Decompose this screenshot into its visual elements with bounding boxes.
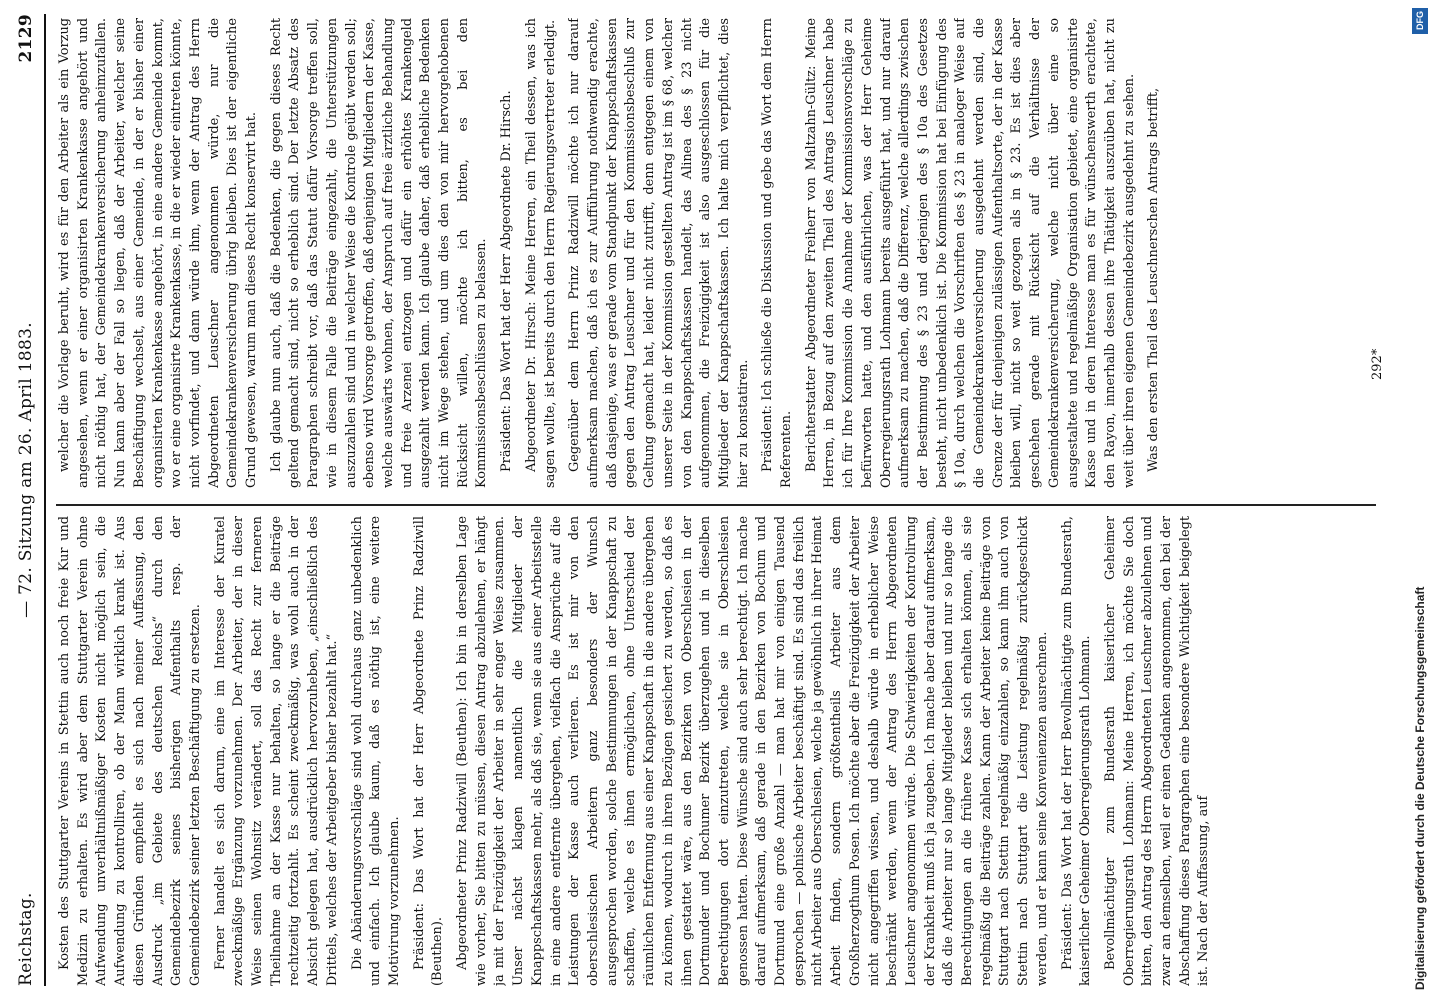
signature-mark: 292* bbox=[1370, 348, 1385, 380]
dfg-badge: DFG bbox=[1412, 8, 1428, 34]
running-head-center: — 72. Sitzung am 26. April 1883. bbox=[16, 322, 36, 618]
left-column bbox=[56, 516, 1376, 986]
credit-text: Digitalisierung gefördert durch die Deutsche Forschungsgemeinschaft bbox=[1413, 586, 1427, 990]
right-column-paragraph: Ich glaube nun auch, daß die Bedenken, die gegen dieses Recht geltend gemacht sind, nicht so erheblich sind. Der letzte Absatz des Paragraphen schreibt vor, daß das Statut dafür Vorsorge treffen soll, wie in diesem Falle die Beiträge eingezahlt, die Unterstützungen auszuzahlen sind und in welcher Weise die Kontrole geübt werden soll; ebenso wird Vorsorge getroffen, daß denjenigen Mitgliedern der Kasse, welche auswärts wohnen, der Anspruch auf freie ärztliche Behandlung und freie Arzenei entzogen und dafür ein erhöhtes Krankengeld ausgezahlt werden kann. Ich glaube daher, daß erhebliche Bedenken nicht im Wege stehen, und um dies den von mir hervorgehobenen Rücksicht willen, möchte ich bitten, es bei den Kommissionsbeschlüssen zu belassen. bbox=[268, 18, 490, 488]
running-head-left: Reichstag. bbox=[16, 892, 36, 986]
running-head bbox=[8, 14, 46, 986]
left-column-paragraph: Abgeordneter Prinz Radziwill (Beuthen): Ich bin in derselben Lage wie vorher, Sie bitten zu müssen, diesen Antrag abzulehnen, er hängt ja mit der Freizügigkeit der Arbeiter in sehr enger Weise zusammen. Unser nächst klagen namentlich die Mitglieder der Knappschaftskassen mehr, als daß sie, wenn sie aus einer Arbeitsstelle in eine andere entfernte übergehen, vielfach die Ansprüche auf die Leistungen der Kasse auch verlieren. Es ist mir von den oberschlesischen Arbeitern ganz besonders der Wunsch ausgesprochen worden, solche Bestimmungen in der Knappschaft zu schaffen, welche es ihnen ermöglichen, ohne Unterschied der räumlichen Entfernung aus einer Knappschaft in die andere übergehen zu können, wodurch in ihren Bezügen gesichert zu werden, so daß es ihnen gestattet wäre, aus den Bezirken von Oberschlesien in der Dortmunder und Bochumer Bezirk überzugehen und in dieselben Berechtigungen dort einzutreten, welche sie in Oberschlesien genossen hatten. Diese Wünsche sind auch sehr berechtigt. Ich mache darauf aufmerksam, daß gerade in den Bezirken von Bochum und Dortmund eine große Anzahl — man hat mir von einigen Tausend gesprochen — polnische Arbeiter beschäftigt sind. Es sind das freilich nicht Arbeiter aus Oberschlesien, welche ja gewöhnlich in ihrer Heimat Arbeit finden, sondern größtentheils Arbeiter aus dem Großherzogthum Posen. Ich möchte aber die Freizügigkeit der Arbeiter nicht angegriffen wissen, und deshalb würde in erheblicher Weise beschränkt werden, wenn der Antrag des Herrn Abgeordneten Leuschner angenommen würde. Die Schwierigkeiten der Kontrolirung der Krankheit muß ich ja zugeben. Ich mache aber darauf aufmerksam, daß die Arbeiter nur so lange Mitglieder bleiben und nur so lange die Berechtigungen an die frühere Kasse sich erhalten können, als sie regelmäßig die Beiträge zahlen. Kann der Arbeiter keine Beiträge von Stuttgart nach Stettin regelmäßig einzahlen, so kann ihm auch von Stettin nach Stuttgart die Leistung regelmäßig zurückgeschickt werden, und er kann seine Konvenienzen ausrechnen. bbox=[455, 516, 1050, 986]
right-column-paragraph: Gegenüber dem Herrn Prinz Radziwill möchte ich nur darauf aufmerksam machen, daß ich es zur Aufführung nothwendig erachte, daß dasjenige, was er gerade vom Standpunkt der Knappschaftskassen gegen den Antrag Leuschner und für den Kommissionsbeschluß zur Geltung gemacht hat, leider nicht zutrifft, denn entgegen einem von unserer Seite in der Kommission gestellten Antrag ist im § 68, welcher von den Knappschaftskassen handelt, das Alinea des § 23 nicht aufgenommen, die Freizügigkeit ist also ausgeschlossen für die Mitglieder der Knappschaftskassen. Ich halte mich verpflichtet, dies hier zu konstatiren. bbox=[567, 18, 751, 488]
left-column-paragraph: Präsident: Das Wort hat der Herr Bevollmächtigte zum Bundesrath, kaiserlicher Geheimer Oberregierungsrath Lohmann. bbox=[1059, 516, 1094, 986]
left-column-paragraph: Ferner handelt es sich darum, eine im Interesse der Kuratel zweckmäßige Ergänzung vorzunehmen. Der Arbeiter, der in dieser Weise seinen Wohnsitz verändert, soll das Recht zur ferneren Theilnahme an der Kasse nur behalten, so lange er die Beiträge rechtzeitig fortzahlt. Es scheint zweckmäßig, was wohl auch in der Absicht gelegen hat, ausdrücklich hervorzuheben, „einschließlich des Drittels, welches der Arbeitgeber bisher bezahlt hat.“ bbox=[212, 516, 340, 986]
left-column-paragraph: Kosten des Stuttgarter Vereins in Stettin auch noch freie Kur und Medizin zu erhalten. Es wird aber dem Stuttgarter Verein ohne Aufwendung unverhältnißmäßiger Kosten nicht möglich sein, die Aufwendung zu kontrolliren, ob der Mann wirklich krank ist. Aus diesen Gründen empfiehlt es sich nach meiner Auffassung, den Ausdruck „im Gebiete des deutschen Reichs“ durch den Gemeindebezirk seines bisherigen Aufenthalts resp. der Gemeindebezirk seiner letzten Beschäftigung zu ersetzen. bbox=[57, 516, 203, 986]
column-rule bbox=[56, 504, 1376, 506]
right-column-paragraph: Berichterstatter Abgeordneter Freiherr von Maltzahn-Gültz: Meine Herren, in Bezug auf den zweiten Theil des Antrags Leuschner habe ich für Ihre Kommission die Annahme der Kommissionsvorschläge zu befürworten hatte, und den ausführlichen, was der Herr Geheime Oberregierungsrath Lohmann bereits ausgeführt hat, und nur darauf aufmerksam zu machen, daß die Differenz, welche allerdings zwischen der Bestimmung des § 23 und derjenigen des § 10a des Gesetzes besteht, nicht unbedenklich ist. Die Kommission hat bei Einfügung des § 10a, durch welchen die Vorschriften des § 23 in analoger Weise auf die Gemeindekrankenversicherung ausgedehnt werden sind, die Grenze der für denjenigen zulässigen Aufenthaltsorte, der in der Kasse bleiben will, nicht so weit gezogen als in § 23. Es ist dies aber geschehen gerade mit Rücksicht auf die Verhältnisse der Gemeindekrankenversicherung, welche nicht über eine so ausgestaltete und regelmäßige Organisation gebietet, eine organisirte Kasse und in deren Interesse man es für wünschenswerth erachtete, den Rayon, innerhalb dessen ihre Thätigkeit auszuüben hat, nicht zu weit über ihren eigenen Gemeindebezirk ausgedehnt zu sehen. bbox=[803, 18, 1137, 488]
right-column-paragraph: Was den ersten Theil des Leuschnerschen Antrags betrifft, bbox=[1146, 87, 1162, 472]
page-number: 2129 bbox=[16, 14, 36, 63]
right-column-paragraph: Abgeordneter Dr. Hirsch: Meine Herren, ein Theil dessen, was ich sagen wollte, ist bereits durch den Herrn Regierungsvertreter erledigt. bbox=[523, 18, 558, 488]
left-column-paragraph: Bevollmächtigter zum Bundesrath kaiserlicher Geheimer Oberregierungsrath Lohmann: Meine Herren, ich möchte Sie doch bitten, den Antrag des Herrn Abgeordneten Leuschner abzulehnen und zwar an demselben, weil er einen Gedanken angenommen, den bei der Abschaffung dieses Paragraphen eine besondere Wichtigkeit beigelegt ist. Nach der Auffassung, auf bbox=[1102, 516, 1212, 986]
right-column bbox=[56, 18, 1376, 488]
digitization-credit bbox=[1410, 0, 1432, 1000]
right-column-paragraph: welcher die Vorlage beruht, wird es für den Arbeiter als ein Vorzug angesehen, wenn er einer organisirten Krankenkasse angehört und nicht nöthig hat, der Gemeindekrankenversicherung anheimzufallen. Nun kann aber der Fall so liegen, daß der Arbeiter, welcher seine Beschäftigung wechselt, aus einer Gemeinde, in der er bisher einer organisirten Krankenkasse angehört, in eine andere Gemeinde kommt, wo er eine organisirte Krankenkasse, in die er wieder eintreten könnte, nicht vorfindet, und dann würde ihm, wenn der Antrag des Herrn Abgeordneten Leuschner angenommen würde, nur die Gemeindekrankenversicherung übrig bleiben. Dies ist der eigentliche Grund gewesen, warum man dieses Recht konservirt hat. bbox=[57, 18, 260, 488]
right-column-paragraph: Präsident: Ich schließe die Diskussion und gebe das Wort dem Herrn Referenten. bbox=[760, 18, 795, 488]
left-column-paragraph: Präsident: Das Wort hat der Herr Abgeordnete Prinz Radziwill (Beuthen). bbox=[411, 516, 446, 986]
right-column-paragraph: Präsident: Das Wort hat der Herr Abgeordnete Dr. Hirsch. bbox=[499, 90, 515, 472]
left-column-paragraph: Die Abänderungsvorschläge sind wohl durchaus ganz unbedenklich und einfach. Ich glaube kaum, daß es nöthig ist, eine weitere Motivirung vorzunehmen. bbox=[349, 516, 402, 986]
